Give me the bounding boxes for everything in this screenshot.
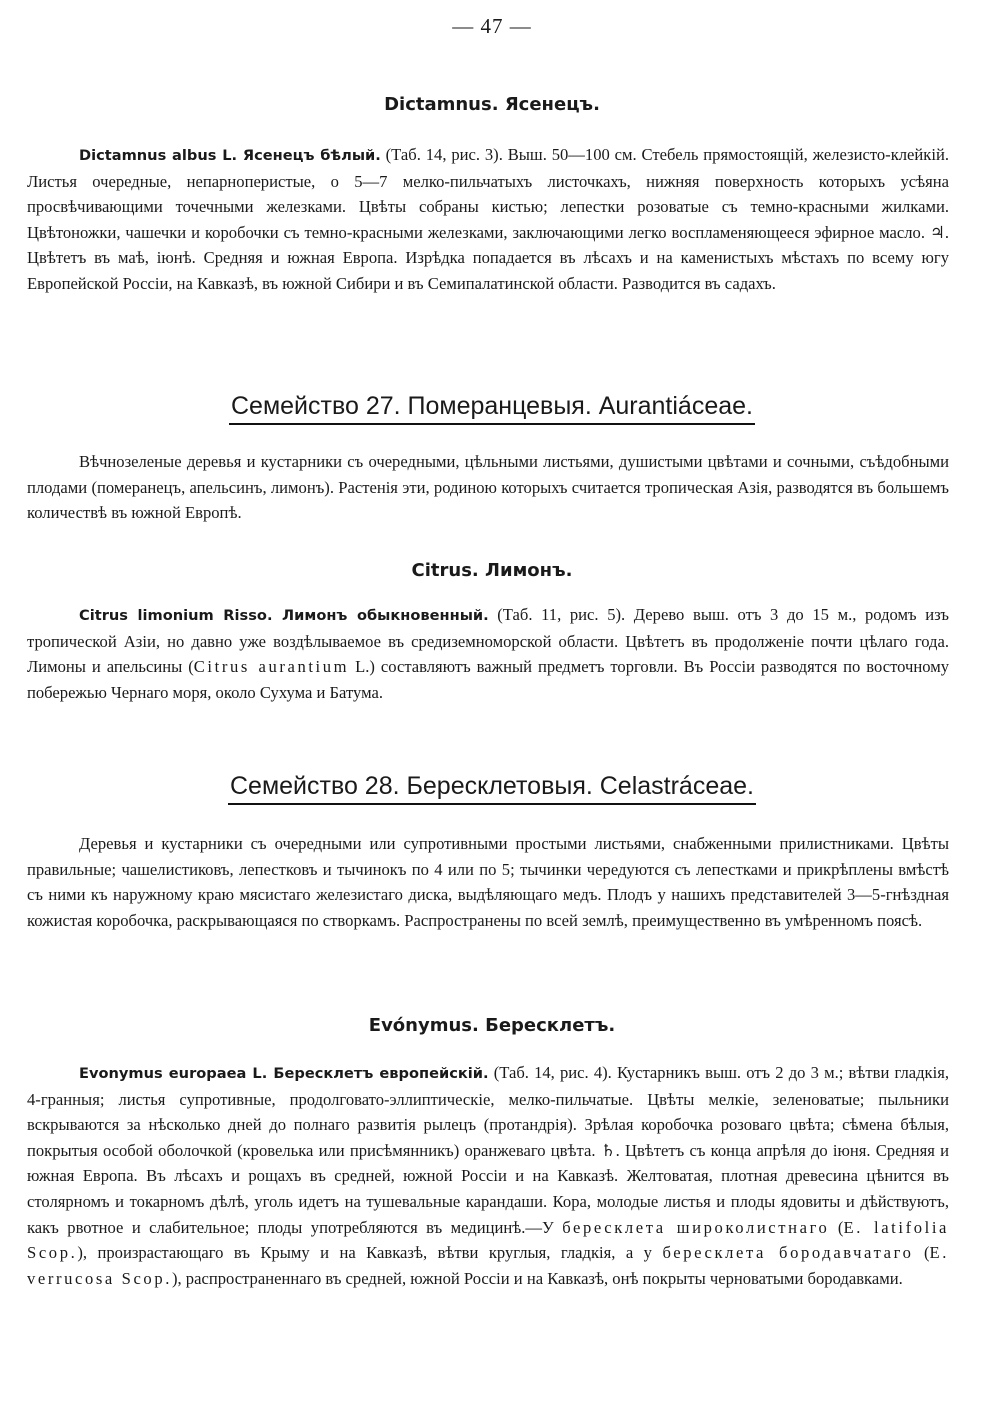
paragraph-text: ), распространеннаго въ средней, южной Россіи и на Кавказѣ, онѣ покрыты черноватыми бородавками. — [171, 1268, 903, 1288]
paragraph-family-28: Деревья и кустарники съ очередными или супротивными простыми листьями, снабженными прилистниками. Цвѣты правильные; чашелистиковъ, лепестковъ и тычинокъ по 4 или по 5; тычинки чередуются съ лепестками и прикрѣплены вмѣстѣ съ ними къ наружному краю мясистаго железистаго диска, выдѣляющаго медъ. Плодъ у нашихъ представителей 3—5-гнѣздная кожистая коробочка, раскрывающаяся по створкамъ. Распространены по всей землѣ, преимущественно въ умѣренномъ поясѣ. — [27, 834, 949, 930]
paragraph-text: ( — [829, 1217, 844, 1237]
family-heading-27: Семейство 27. Померанцевыя. Aurantiáceae. — [0, 392, 984, 425]
genus-heading-evonymus: Evónymus. Бересклетъ. — [368, 1015, 616, 1036]
spaced-species-name: Citrus aurantium — [193, 657, 350, 677]
species-name-citrus-limonium: Citrus limonium Risso. Лимонъ обыкновенный. — [79, 607, 489, 624]
paragraph-text: (Таб. 14, рис. 3). Выш. 50—100 см. Стебель прямостоящій, железисто-клейкій. Листья очередные, непарноперистые, о 5—7 мелко-пильчатыхъ листочкахъ, нижняя поверхность которыхъ усѣяна просвѣчивающими точечными железками. Цвѣты собраны кистью; лепестки розоватые съ темно-красными жилками. Цвѣтоножки, чашечки и коробочки съ темно-красными железками, заключающими легко воспламеняющееся эфирное масло. ♃. Цвѣтетъ въ маѣ, іюнѣ. Средняя и южная Европа. Изрѣдка попадается въ лѣсахъ и на каменистыхъ мѣстахъ по всему югу Европейской Россіи, на Кавказѣ, въ южной Сибири и въ Семипалатинской области. Разводится въ садахъ. — [27, 145, 950, 293]
paragraph-dictamnus — [27, 142, 949, 297]
paragraph-text: L.) составляютъ важный предметъ торговли. Въ Россіи разводятся по восточному побережью Чернаго моря, около Сухума и Батума. — [27, 657, 949, 702]
paragraph-family-27: Вѣчнозеленые деревья и кустарники съ очередными, цѣльными листьями, душистыми цвѣтами и сочными, съѣдобными плодами (померанецъ, апельсинъ, лимонъ). Растенія эти, родиною которыхъ считается тропическая Азія, разводятся въ большемъ количествѣ въ южной Европѣ. — [27, 452, 949, 523]
page-number: — 47 — — [452, 14, 532, 38]
paragraph-text: ), произрастающаго въ Крыму и на Кавказѣ, вѣтви круглыя, гладкія, а у — [77, 1243, 663, 1263]
paragraph-text: (Таб. 11, рис. 5). Дерево выш. отъ 3 до 15 м., родомъ изъ тропической Азіи, но давно уже воздѣлываемое въ средиземноморской области. Цвѣтетъ въ продолженіе почти цѣлаго года. Лимоны и апельсины ( — [27, 605, 949, 677]
family-heading-28: Семейство 28. Бересклетовыя. Celastráceae. — [0, 772, 984, 805]
paragraph-evonymus — [27, 1060, 949, 1291]
paragraph-text: ( — [913, 1243, 930, 1263]
spaced-species-name: E. latifolia Scop. — [27, 1217, 949, 1263]
species-name-evonymus-europaea: Evonymus europaea L. Бересклетъ европейскій. — [79, 1065, 489, 1082]
genus-heading-dictamnus: Dictamnus. Ясенецъ. — [384, 94, 600, 115]
species-name-dictamnus-albus: Dictamnus albus L. Ясенецъ бѣлый. — [79, 147, 381, 164]
spaced-species-name: бересклета бородавчатаго — [662, 1243, 914, 1263]
paragraph-citrus — [27, 602, 949, 705]
spaced-species-name: бересклета широколистнаго — [562, 1217, 830, 1237]
spaced-species-name: E. verrucosa Scop. — [27, 1243, 949, 1288]
genus-heading-citrus: Citrus. Лимонъ. — [411, 560, 573, 581]
paragraph-text: (Таб. 14, рис. 4). Кустарникъ выш. отъ 2 до 3 м.; вѣтви гладкія, 4-гранныя; листья супротивные, продолговато-эллиптическіе, мелко-пильчатые. Цвѣты мелкіе, зеленоватые; пыльники вскрываются за нѣсколько дней до полнаго развитія рылецъ (протандрія). Зрѣлая коробочка розоваго цвѣта; сѣмена бѣлыя, покрытыя особой оболочкой (кровелька или присѣмянникъ) оранжеваго цвѣта. ♄. Цвѣтетъ съ конца апрѣля до іюня. Средняя и южная Европа. Въ лѣсахъ и рощахъ въ средней, южной Россіи и на Кавказѣ. Желтоватая, плотная древесина цѣнится въ столярномъ и токарномъ дѣлѣ, уголь идетъ на тушевальные карандаши. Кора, молодые листья и плоды ядовиты и дѣйствуютъ, какъ рвотное и слабительное; плоды употребляются въ медицинѣ.—У — [27, 1063, 949, 1237]
